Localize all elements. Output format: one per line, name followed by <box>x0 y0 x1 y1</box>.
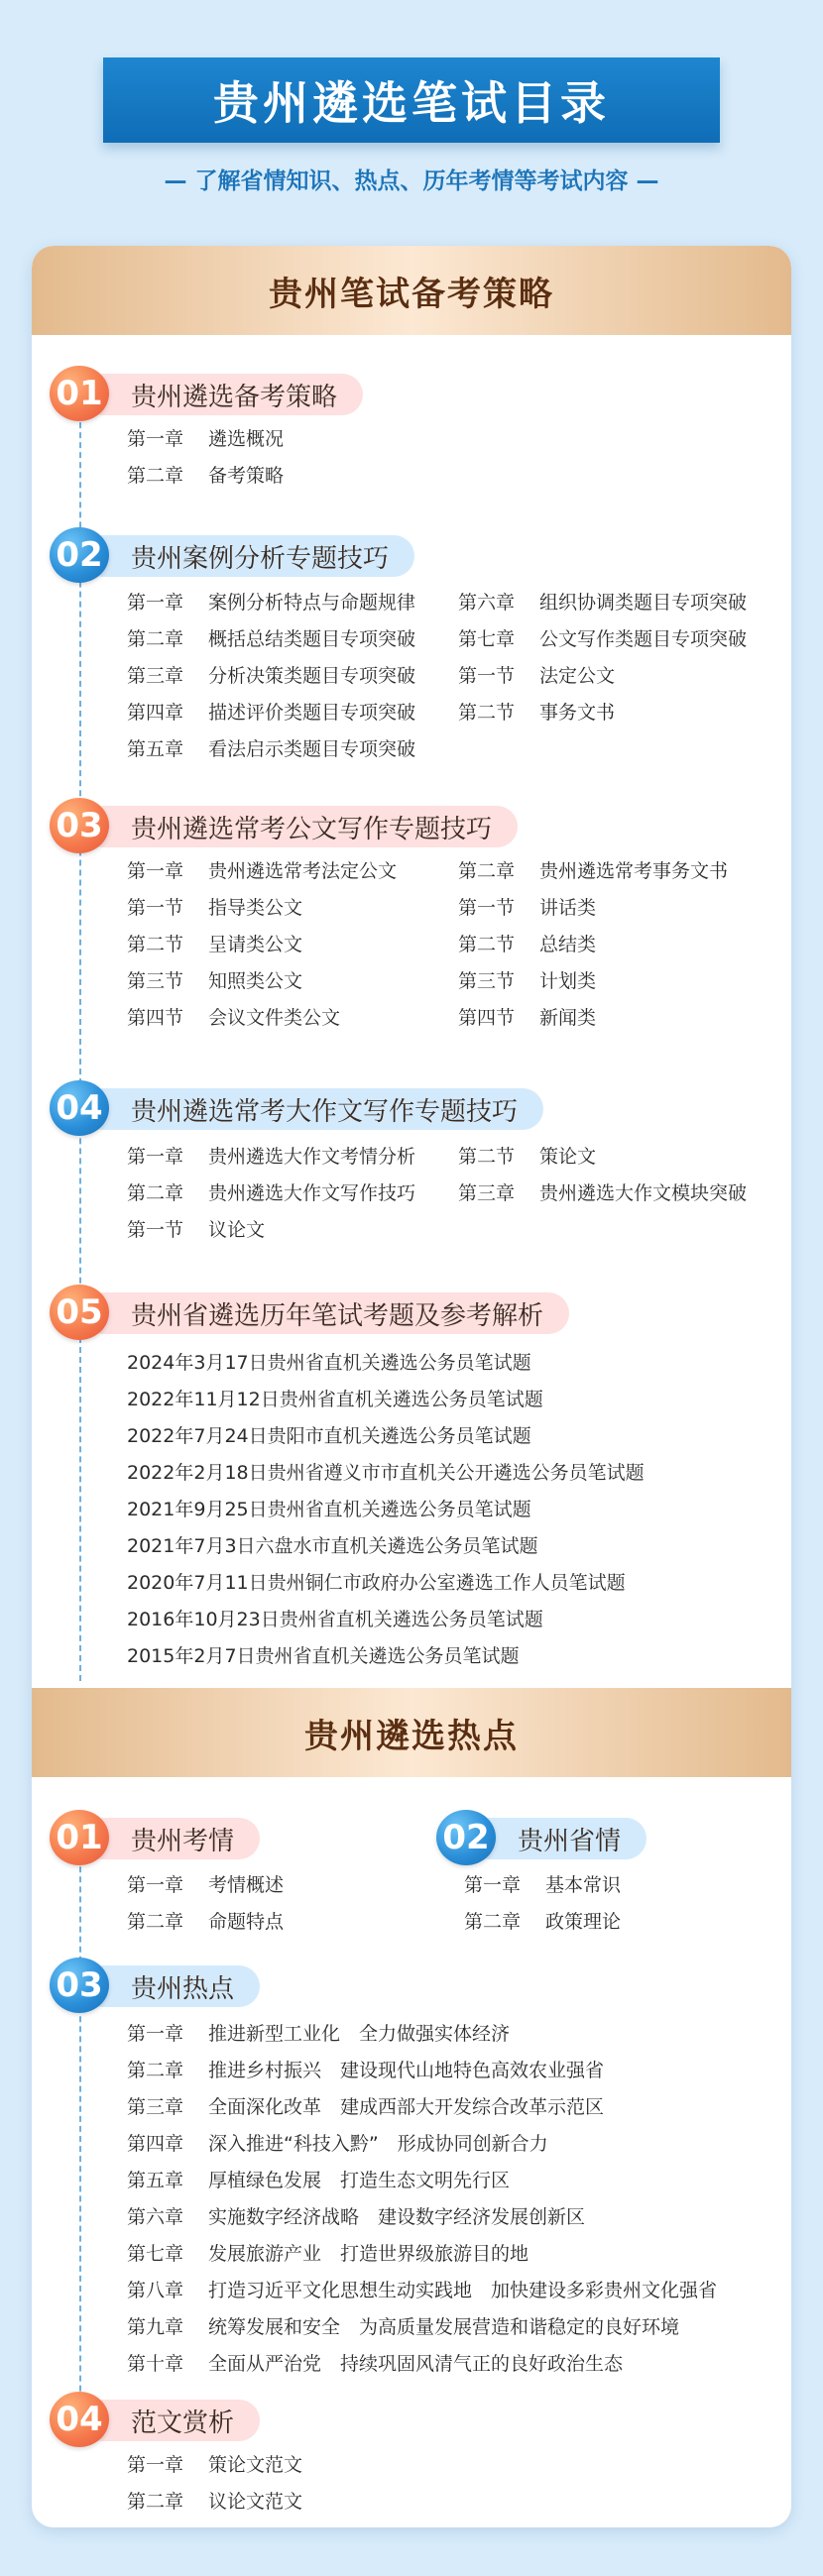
list-item[interactable]: 第二节 事务文书 <box>458 702 616 724</box>
list-item[interactable]: 第二章 命题特点 <box>127 1911 285 1933</box>
list-item[interactable]: 第一章 基本常识 <box>464 1874 622 1896</box>
list-item[interactable]: 第一节 讲话类 <box>458 897 597 919</box>
section-number-badge: 04 <box>50 1080 109 1136</box>
part1-header <box>32 246 791 335</box>
list-item[interactable]: 第三节 知照类公文 <box>127 970 303 992</box>
list-item[interactable]: 第一章 策论文范文 <box>127 2454 303 2476</box>
section-number-badge: 04 <box>50 2392 109 2447</box>
section-title: 贵州案例分析专题技巧 <box>81 535 414 577</box>
list-item[interactable]: 第四节 新闻类 <box>458 1007 597 1029</box>
section-04-right-items <box>458 1139 747 1212</box>
list-item[interactable]: 第五章 看法启示类题目专项突破 <box>127 738 416 760</box>
section-number-badge: 01 <box>50 366 109 421</box>
list-item[interactable]: 第一章 贵州遴选大作文考情分析 <box>127 1146 416 1168</box>
timeline-line-1 <box>79 392 81 1681</box>
section-02-right-items <box>458 585 747 731</box>
list-item[interactable]: 第二节 呈请类公文 <box>127 934 303 955</box>
section-number-badge: 03 <box>50 1958 109 2013</box>
hot-section-04-items <box>127 2447 302 2520</box>
section-05-items <box>127 1345 645 1675</box>
list-item[interactable]: 第六章 实施数字经济战略 建设数字经济发展创新区 <box>127 2206 586 2228</box>
list-item[interactable]: 第九章 统筹发展和安全 为高质量发展营造和谐稳定的良好环境 <box>127 2316 680 2338</box>
section-title: 范文赏析 <box>81 2400 260 2441</box>
section-title: 贵州热点 <box>81 1965 260 2007</box>
section-number-badge: 02 <box>436 1810 496 1865</box>
exam-item[interactable]: 2022年7月24日贵阳市直机关遴选公务员笔试题 <box>127 1425 531 1447</box>
page-title: 贵州遴选笔试目录 <box>213 76 610 130</box>
list-item[interactable]: 第二节 策论文 <box>458 1146 597 1168</box>
list-item[interactable]: 第一节 法定公文 <box>458 665 616 687</box>
list-item[interactable]: 第一章 案例分析特点与命题规律 <box>127 592 416 614</box>
exam-item[interactable]: 2021年9月25日贵州省直机关遴选公务员笔试题 <box>127 1499 531 1520</box>
list-item[interactable]: 第二章 贵州遴选常考事务文书 <box>458 860 729 882</box>
list-item[interactable]: 第十章 全面从严治党 持续巩固风清气正的良好政治生态 <box>127 2353 624 2375</box>
section-number-badge: 02 <box>50 527 109 583</box>
section-title: 贵州遴选备考策略 <box>81 374 363 415</box>
section-04-left-items <box>127 1139 415 1249</box>
list-item[interactable]: 第八章 打造习近平文化思想生动实践地 加快建设多彩贵州文化强省 <box>127 2280 718 2301</box>
hot-section-03-items <box>127 2016 717 2383</box>
list-item[interactable]: 第三节 计划类 <box>458 970 597 992</box>
list-item[interactable]: 第四章 深入推进“科技入黔” 形成协同创新合力 <box>127 2133 548 2155</box>
section-number-badge: 03 <box>50 798 109 853</box>
catalog-card <box>32 246 791 2527</box>
page-subtitle: — 了解省情知识、热点、历年考情等考试内容 — <box>164 168 659 194</box>
exam-item[interactable]: 2020年7月11日贵州铜仁市政府办公室遴选工作人员笔试题 <box>127 1572 626 1594</box>
hot-section-02-items <box>464 1867 621 1941</box>
exam-item[interactable]: 2024年3月17日贵州省直机关遴选公务员笔试题 <box>127 1352 531 1374</box>
list-item[interactable]: 第一章 贵州遴选常考法定公文 <box>127 860 398 882</box>
list-item[interactable]: 第二节 总结类 <box>458 934 597 955</box>
section-title: 贵州省情 <box>468 1818 647 1859</box>
section-03-right-items <box>458 853 728 1037</box>
title-banner <box>103 57 720 143</box>
part2-header-text: 贵州遴选热点 <box>304 1716 519 1756</box>
list-item[interactable]: 第一节 议论文 <box>127 1219 266 1241</box>
list-item[interactable]: 第一节 指导类公文 <box>127 897 303 919</box>
list-item[interactable]: 第七章 发展旅游产业 打造世界级旅游目的地 <box>127 2243 529 2265</box>
exam-item[interactable]: 2015年2月7日贵州省直机关遴选公务员笔试题 <box>127 1645 520 1667</box>
list-item[interactable]: 第三章 贵州遴选大作文模块突破 <box>458 1182 748 1204</box>
section-number-badge: 01 <box>50 1810 109 1865</box>
exam-item[interactable]: 2016年10月23日贵州省直机关遴选公务员笔试题 <box>127 1609 543 1630</box>
part1-header-text: 贵州笔试备考策略 <box>269 274 554 314</box>
list-item[interactable]: 第四节 会议文件类公文 <box>127 1007 341 1029</box>
list-item[interactable]: 第二章 贵州遴选大作文写作技巧 <box>127 1182 416 1204</box>
list-item[interactable]: 第一章 考情概述 <box>127 1874 285 1896</box>
section-title: 贵州遴选常考公文写作专题技巧 <box>81 806 518 847</box>
section-title: 贵州省遴选历年笔试考题及参考解析 <box>81 1292 569 1334</box>
list-item[interactable]: 第四章 描述评价类题目专项突破 <box>127 702 416 724</box>
list-item[interactable]: 第二章 推进乡村振兴 建设现代山地特色高效农业强省 <box>127 2060 605 2081</box>
hot-section-01-items <box>127 1867 284 1941</box>
list-item[interactable]: 第二章 概括总结类题目专项突破 <box>127 628 416 650</box>
list-item[interactable]: 第二章 政策理论 <box>464 1911 622 1933</box>
section-title: 贵州遴选常考大作文写作专题技巧 <box>81 1088 543 1130</box>
list-item[interactable]: 第三章 分析决策类题目专项突破 <box>127 665 416 687</box>
exam-item[interactable]: 2022年2月18日贵州省遵义市市直机关公开遴选公务员笔试题 <box>127 1462 645 1484</box>
list-item[interactable]: 第二章 备考策略 <box>127 465 285 487</box>
timeline-line-2 <box>79 1837 81 2441</box>
list-item[interactable]: 第五章 厚植绿色发展 打造生态文明先行区 <box>127 2170 511 2191</box>
list-item[interactable]: 第三章 全面深化改革 建成西部大开发综合改革示范区 <box>127 2096 605 2118</box>
part2-header <box>32 1688 791 1777</box>
list-item[interactable]: 第二章 议论文范文 <box>127 2491 303 2513</box>
list-item[interactable]: 第六章 组织协调类题目专项突破 <box>458 592 748 614</box>
section-01-items <box>127 421 284 495</box>
exam-item[interactable]: 2022年11月12日贵州省直机关遴选公务员笔试题 <box>127 1389 543 1410</box>
section-02-left-items <box>127 585 415 768</box>
section-title: 贵州考情 <box>81 1818 260 1859</box>
list-item[interactable]: 第一章 遴选概况 <box>127 428 285 450</box>
list-item[interactable]: 第七章 公文写作类题目专项突破 <box>458 628 748 650</box>
list-item[interactable]: 第一章 推进新型工业化 全力做强实体经济 <box>127 2023 511 2045</box>
exam-item[interactable]: 2021年7月3日六盘水市直机关遴选公务员笔试题 <box>127 1535 538 1557</box>
section-03-left-items <box>127 853 397 1037</box>
section-number-badge: 05 <box>50 1285 109 1340</box>
